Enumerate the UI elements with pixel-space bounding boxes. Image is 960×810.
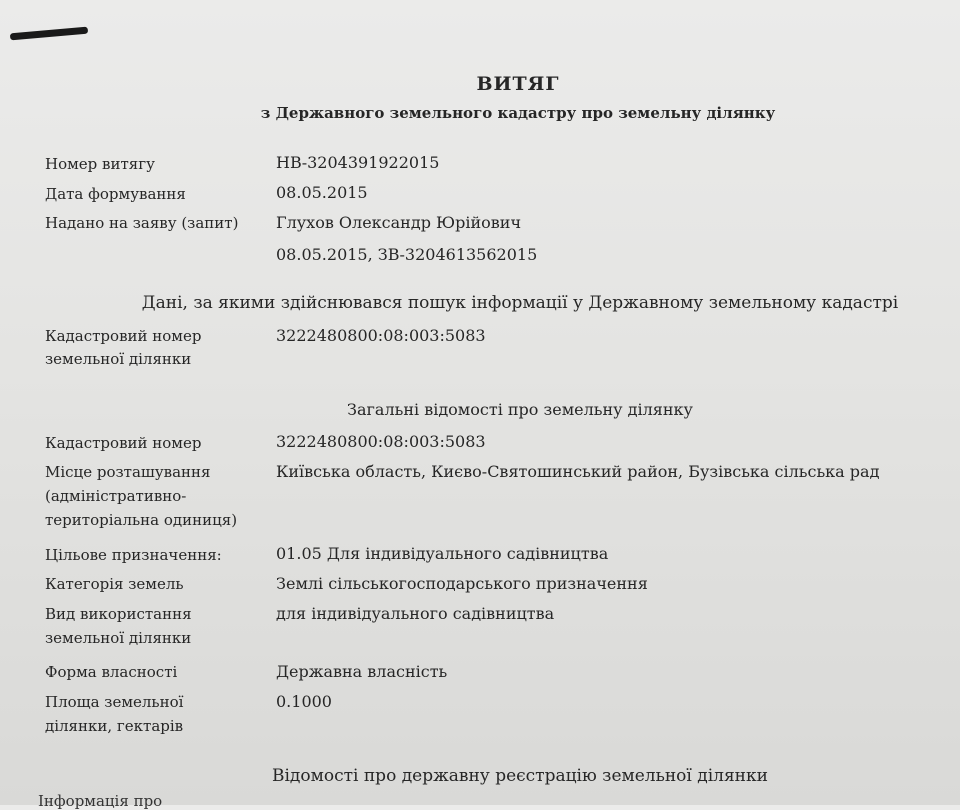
document-subtitle: з Державного земельного кадастру про земельну ділянку <box>260 104 776 122</box>
use-label-line2: земельної ділянки <box>45 629 192 647</box>
use-label-line1: Вид використання <box>45 605 192 623</box>
location-value: Київська область, Києво-Святошинський район, Бузівська сільська рад <box>276 462 880 481</box>
ownership-label: Форма власності <box>45 663 178 681</box>
search-cadastral-label-line1: Кадастровий номер <box>45 327 202 345</box>
search-cadastral-label-line2: земельної ділянки <box>45 350 192 368</box>
area-label-line1: Площа земельної <box>45 693 184 711</box>
location-label-line2: (адміністративно- <box>45 487 187 505</box>
general-cadastral-label: Кадастровий номер <box>45 434 202 452</box>
pen-mark <box>10 27 88 41</box>
registration-section-heading: Відомості про державну реєстрацію земельної ділянки <box>272 766 768 786</box>
date-value: 08.05.2015 <box>276 183 368 202</box>
date-label: Дата формування <box>45 185 186 203</box>
category-value: Землі сільськогосподарського призначення <box>276 574 648 593</box>
category-label: Категорія земель <box>45 575 184 593</box>
application-ref-value: 08.05.2015, ЗВ-3204613562015 <box>276 245 538 264</box>
ownership-value: Державна власність <box>276 662 448 681</box>
document-title: ВИТЯГ <box>476 73 560 95</box>
area-value: 0.1000 <box>276 692 332 711</box>
purpose-value: 01.05 Для індивідуального садівництва <box>276 544 609 563</box>
registration-info-label-partial: Інформація про <box>38 792 163 810</box>
provided-label: Надано на заяву (запит) <box>45 214 239 232</box>
purpose-label: Цільове призначення: <box>45 546 222 564</box>
extract-number-label: Номер витягу <box>45 155 155 173</box>
applicant-value: Глухов Олександр Юрійович <box>276 213 522 232</box>
search-cadastral-number: 3222480800:08:003:5083 <box>276 326 486 345</box>
location-label-line3: територіальна одиниця) <box>45 511 238 529</box>
search-section-heading: Дані, за якими здійснювався пошук інформації у Державному земельному кадастрі <box>141 293 899 313</box>
general-section-heading: Загальні відомості про земельну ділянку <box>347 400 693 419</box>
extract-number-value: НВ-3204391922015 <box>276 153 440 172</box>
general-cadastral-number: 3222480800:08:003:5083 <box>276 432 486 451</box>
use-value: для індивідуального садівництва <box>276 604 555 623</box>
location-label-line1: Місце розташування <box>45 463 211 481</box>
area-label-line2: ділянки, гектарів <box>45 717 184 735</box>
